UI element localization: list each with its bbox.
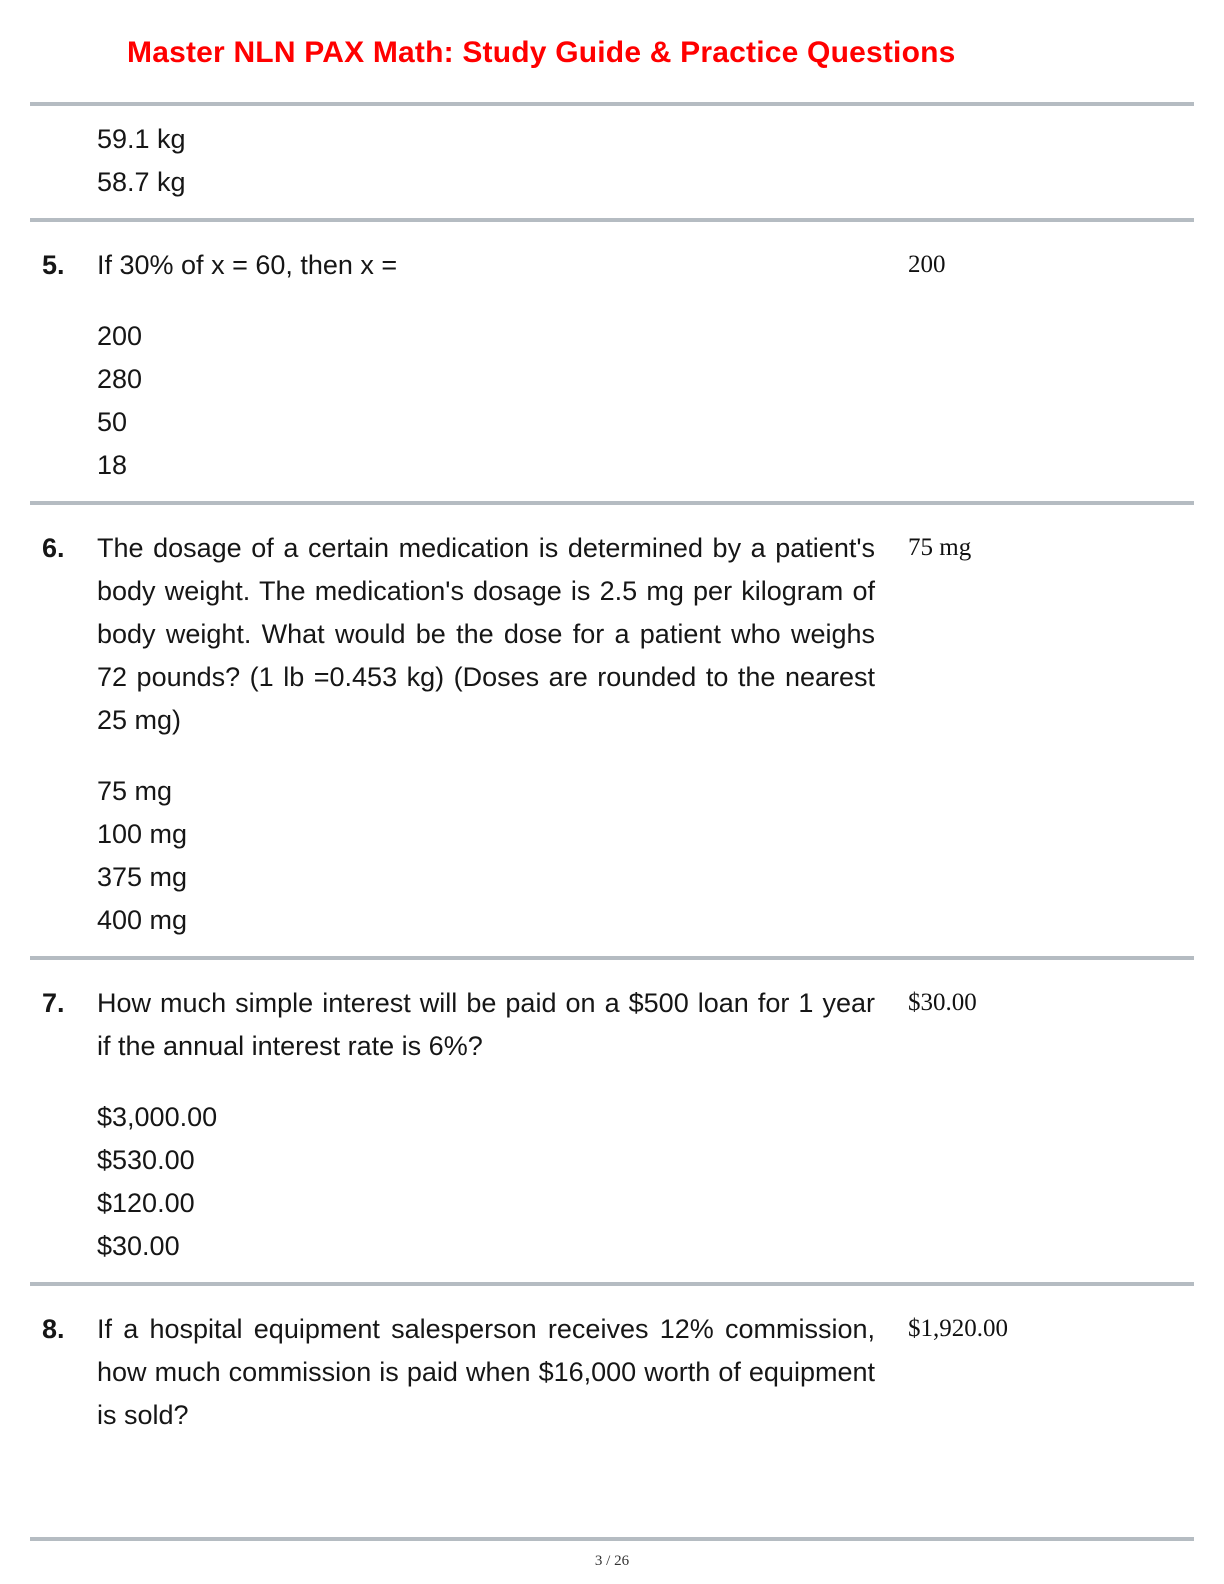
choice-option: 375 mg	[97, 862, 188, 892]
choice-option: $530.00	[97, 1145, 195, 1175]
question-answer: $30.00	[908, 989, 977, 1016]
question-7	[30, 960, 1194, 1282]
question-text: How much simple interest will be paid on a $500 loan for 1 year if the annual interest rate is 6%?	[97, 988, 875, 1061]
question-answer: $1,920.00	[908, 1315, 1008, 1342]
question-row	[30, 1308, 1194, 1437]
choice-option: 50	[97, 407, 128, 437]
choice-option: 400 mg	[97, 905, 188, 935]
question-number: 6.	[42, 533, 65, 563]
question-text: If a hospital equipment salesperson receives 12% commission, how much commission is paid when $16,000 worth of equipment is sold?	[97, 1314, 875, 1430]
choice-option: 100 mg	[97, 819, 188, 849]
page-title: Master NLN PAX Math: Study Guide & Practice Questions	[127, 36, 956, 69]
answer-choices	[97, 315, 1194, 487]
question-answer: 200	[908, 251, 946, 278]
question-5	[30, 222, 1194, 501]
page-number: 3 / 26	[594, 1553, 630, 1569]
question-row	[30, 244, 1194, 287]
answer-choices	[97, 1096, 1194, 1268]
answer-choices	[97, 770, 1194, 942]
question-number: 5.	[42, 250, 65, 280]
question-number: 7.	[42, 988, 65, 1018]
choice-option: $3,000.00	[97, 1102, 218, 1132]
spacer	[30, 1451, 1194, 1537]
question-text: If 30% of x = 60, then x =	[97, 250, 398, 280]
choice-option: 280	[97, 364, 143, 394]
choice-option: 59.1 kg	[97, 124, 186, 154]
question-6	[30, 505, 1194, 956]
previous-question-choices	[30, 106, 1194, 218]
question-row	[30, 527, 1194, 742]
question-row	[30, 982, 1194, 1068]
choice-option: 75 mg	[97, 776, 173, 806]
choice-option: 58.7 kg	[97, 167, 186, 197]
question-number: 8.	[42, 1314, 65, 1344]
choice-option: $30.00	[97, 1231, 180, 1261]
choice-option: 18	[97, 450, 128, 480]
question-answer: 75 mg	[908, 534, 972, 561]
question-text: The dosage of a certain medication is determined by a patient's body weight. The medication's dosage is 2.5 mg per kilogram of body weight. What would be the dose for a patient who weighs 72 pounds? (1 lb =0.453 kg) (Doses are rounded to the nearest 25 mg)	[97, 533, 875, 735]
choice-option: $120.00	[97, 1188, 195, 1218]
question-8	[30, 1286, 1194, 1451]
choice-option: 200	[97, 321, 143, 351]
